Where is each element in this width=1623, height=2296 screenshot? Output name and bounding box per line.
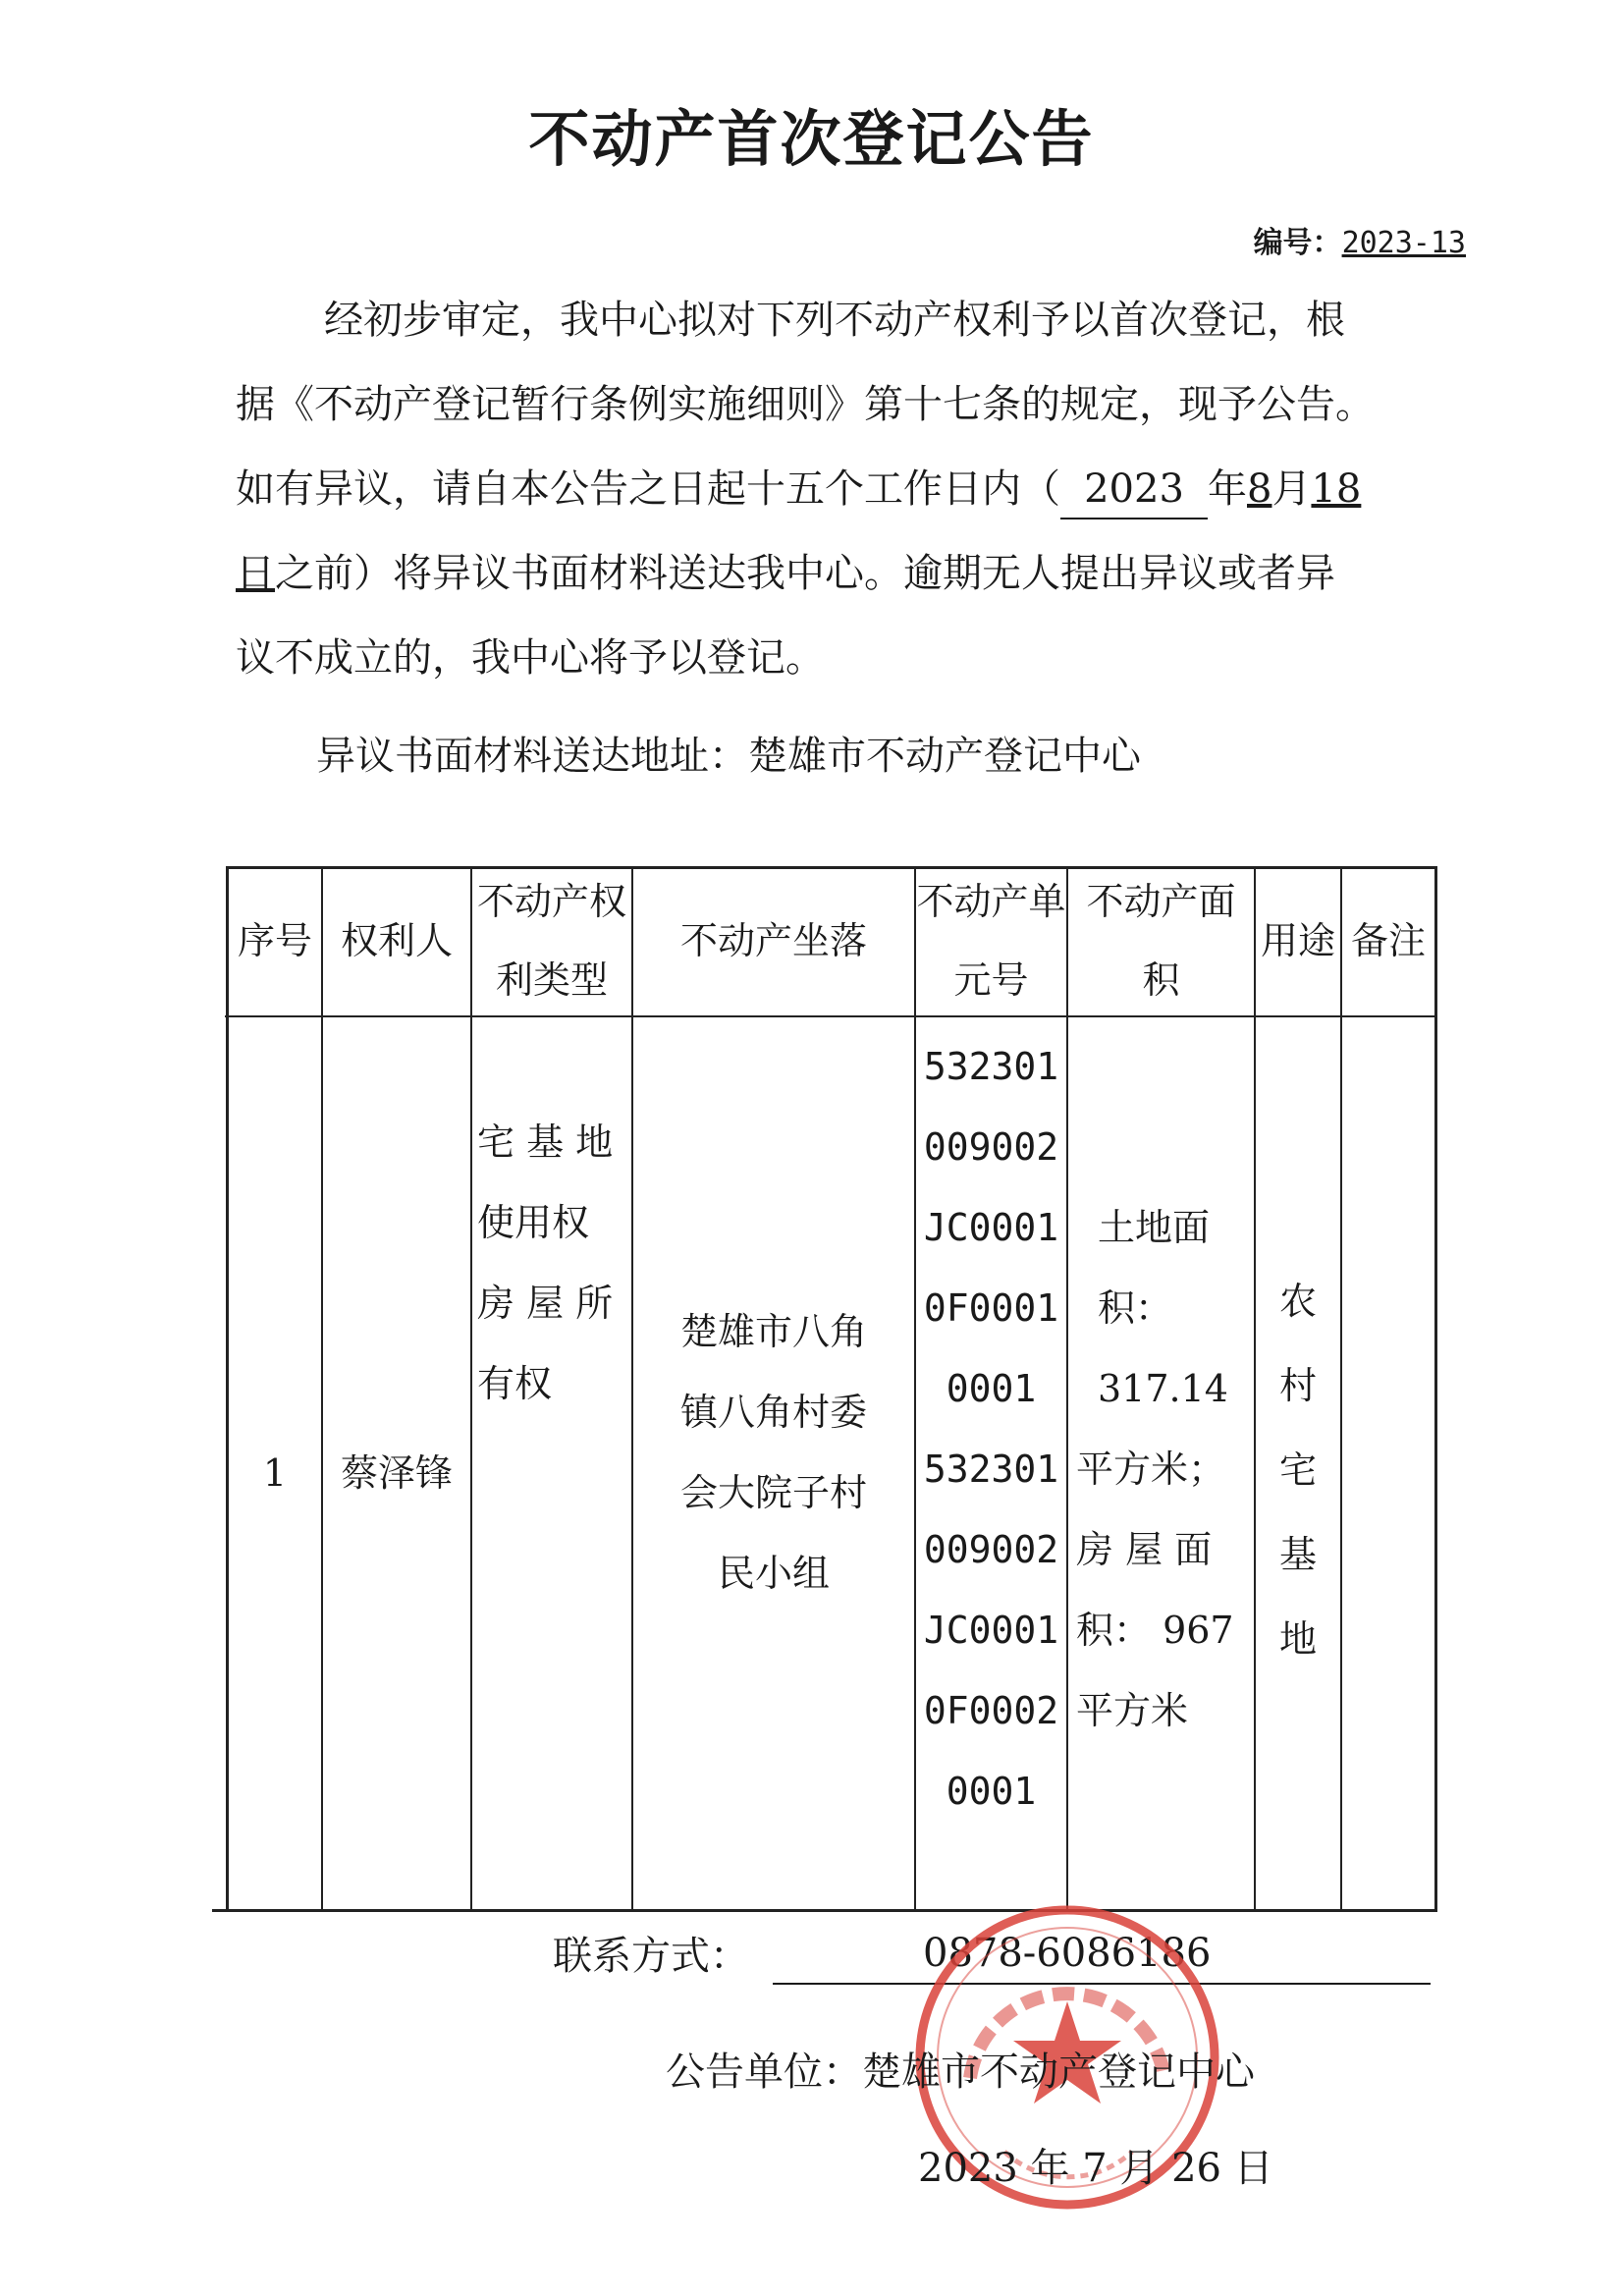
notice-line-3-text: 如有异议，请自本公告之日起十五个工作日内（	[236, 466, 1060, 512]
deadline-month: 8	[1247, 466, 1272, 512]
notice-line-2: 据《不动产登记暂行条例实施细则》第十七条的规定，现予公告。	[236, 382, 1375, 427]
notice-line-4-text: 之前）将异议书面材料送达我中心。逾期无人提出异议或者异	[275, 551, 1335, 596]
header-right-type-2: 利类型	[495, 958, 608, 1002]
right-type-line: 有权	[477, 1362, 553, 1405]
table-col-line-7	[1340, 866, 1342, 1911]
unit-no-line: 0001	[946, 1367, 1037, 1410]
notice-line-3	[236, 447, 1453, 531]
header-usage: 用途	[1260, 919, 1335, 962]
unit-no-line: JC0001	[923, 1206, 1059, 1249]
notice-line-5: 议不成立的，我中心将予以登记。	[236, 635, 825, 681]
usage-char: 村	[1278, 1364, 1317, 1407]
page-title: 不动产首次登记公告	[528, 103, 1095, 175]
objection-address: 异议书面材料送达地址：楚雄市不动产登记中心	[316, 734, 1141, 779]
unit-no-line: 009002	[923, 1125, 1059, 1169]
area-line: 房 屋 面	[1076, 1528, 1213, 1571]
unit-no-line: 0F0001	[923, 1286, 1059, 1330]
row-right-type	[477, 1102, 624, 1424]
contact-label: 联系方式：	[553, 1934, 749, 1979]
header-area-1: 不动产面	[1086, 880, 1236, 923]
area-line: 积：	[1098, 1286, 1173, 1330]
month-char: 月	[1271, 466, 1312, 512]
location-line: 民小组	[717, 1552, 830, 1595]
location-line: 镇八角村委	[679, 1391, 867, 1434]
serial-label: 编号：	[1253, 226, 1342, 260]
header-unit-no-1: 不动产单	[916, 880, 1066, 923]
serial-value: 2023-13	[1341, 226, 1466, 260]
unit-no-line: JC0001	[923, 1609, 1059, 1652]
table-col-line-5	[1066, 866, 1068, 1911]
registration-table	[212, 866, 1437, 1913]
row-area	[1076, 1187, 1251, 1751]
day-char: 日	[236, 551, 275, 596]
header-location: 不动产坐落	[679, 919, 867, 962]
table-col-line-0	[226, 866, 229, 1911]
area-line: 土地面	[1098, 1206, 1211, 1249]
usage-char: 农	[1278, 1280, 1317, 1323]
header-remark: 备注	[1350, 919, 1426, 962]
contact-phone: 0878-6086186	[923, 1931, 1212, 1976]
table-col-line-1	[321, 866, 323, 1911]
unit-no-line: 532301	[923, 1045, 1059, 1088]
header-seq: 序号	[237, 919, 312, 962]
deadline-year: 2023	[1060, 461, 1208, 519]
notice-line-4	[236, 531, 1453, 616]
serial-number	[1254, 218, 1466, 261]
year-char: 年	[1208, 466, 1247, 512]
area-line: 317.14	[1098, 1367, 1228, 1410]
notice-line-1: 经初步审定，我中心拟对下列不动产权利予以首次登记，根	[324, 298, 1345, 343]
area-line: 积： 967	[1076, 1609, 1234, 1652]
table-border-top	[227, 866, 1437, 869]
header-area-2: 积	[1142, 958, 1180, 1002]
row-holder: 蔡泽锋	[340, 1451, 453, 1495]
row-location	[633, 1291, 914, 1613]
unit-no-line: 0F0002	[923, 1689, 1059, 1732]
usage-char: 地	[1278, 1617, 1317, 1661]
table-col-line-8	[1434, 866, 1437, 1911]
row-seq: 1	[262, 1451, 288, 1495]
row-unit-no	[916, 1026, 1066, 1831]
right-type-line: 宅 基 地	[477, 1121, 614, 1164]
location-line: 楚雄市八角	[679, 1310, 867, 1353]
area-line: 平方米；	[1076, 1448, 1226, 1491]
header-right-type-1: 不动产权	[476, 880, 626, 923]
table-col-line-2	[470, 866, 472, 1911]
issue-date: 2023 年 7 月 26 日	[918, 2146, 1273, 2191]
usage-char: 基	[1278, 1533, 1317, 1576]
right-type-line: 使用权	[477, 1201, 590, 1244]
unit-no-line: 532301	[923, 1448, 1059, 1491]
location-line: 会大院子村	[679, 1471, 867, 1514]
area-line: 平方米	[1076, 1689, 1189, 1732]
right-type-line: 房 屋 所	[477, 1282, 614, 1325]
header-unit-no-2: 元号	[953, 958, 1029, 1002]
header-holder: 权利人	[340, 919, 453, 962]
issuing-unit: 公告单位：楚雄市不动产登记中心	[666, 2050, 1255, 2095]
row-usage	[1256, 1259, 1340, 1681]
deadline-day: 18	[1311, 466, 1362, 512]
usage-char: 宅	[1278, 1449, 1317, 1492]
unit-no-line: 0001	[946, 1770, 1037, 1813]
unit-no-line: 009002	[923, 1528, 1059, 1571]
